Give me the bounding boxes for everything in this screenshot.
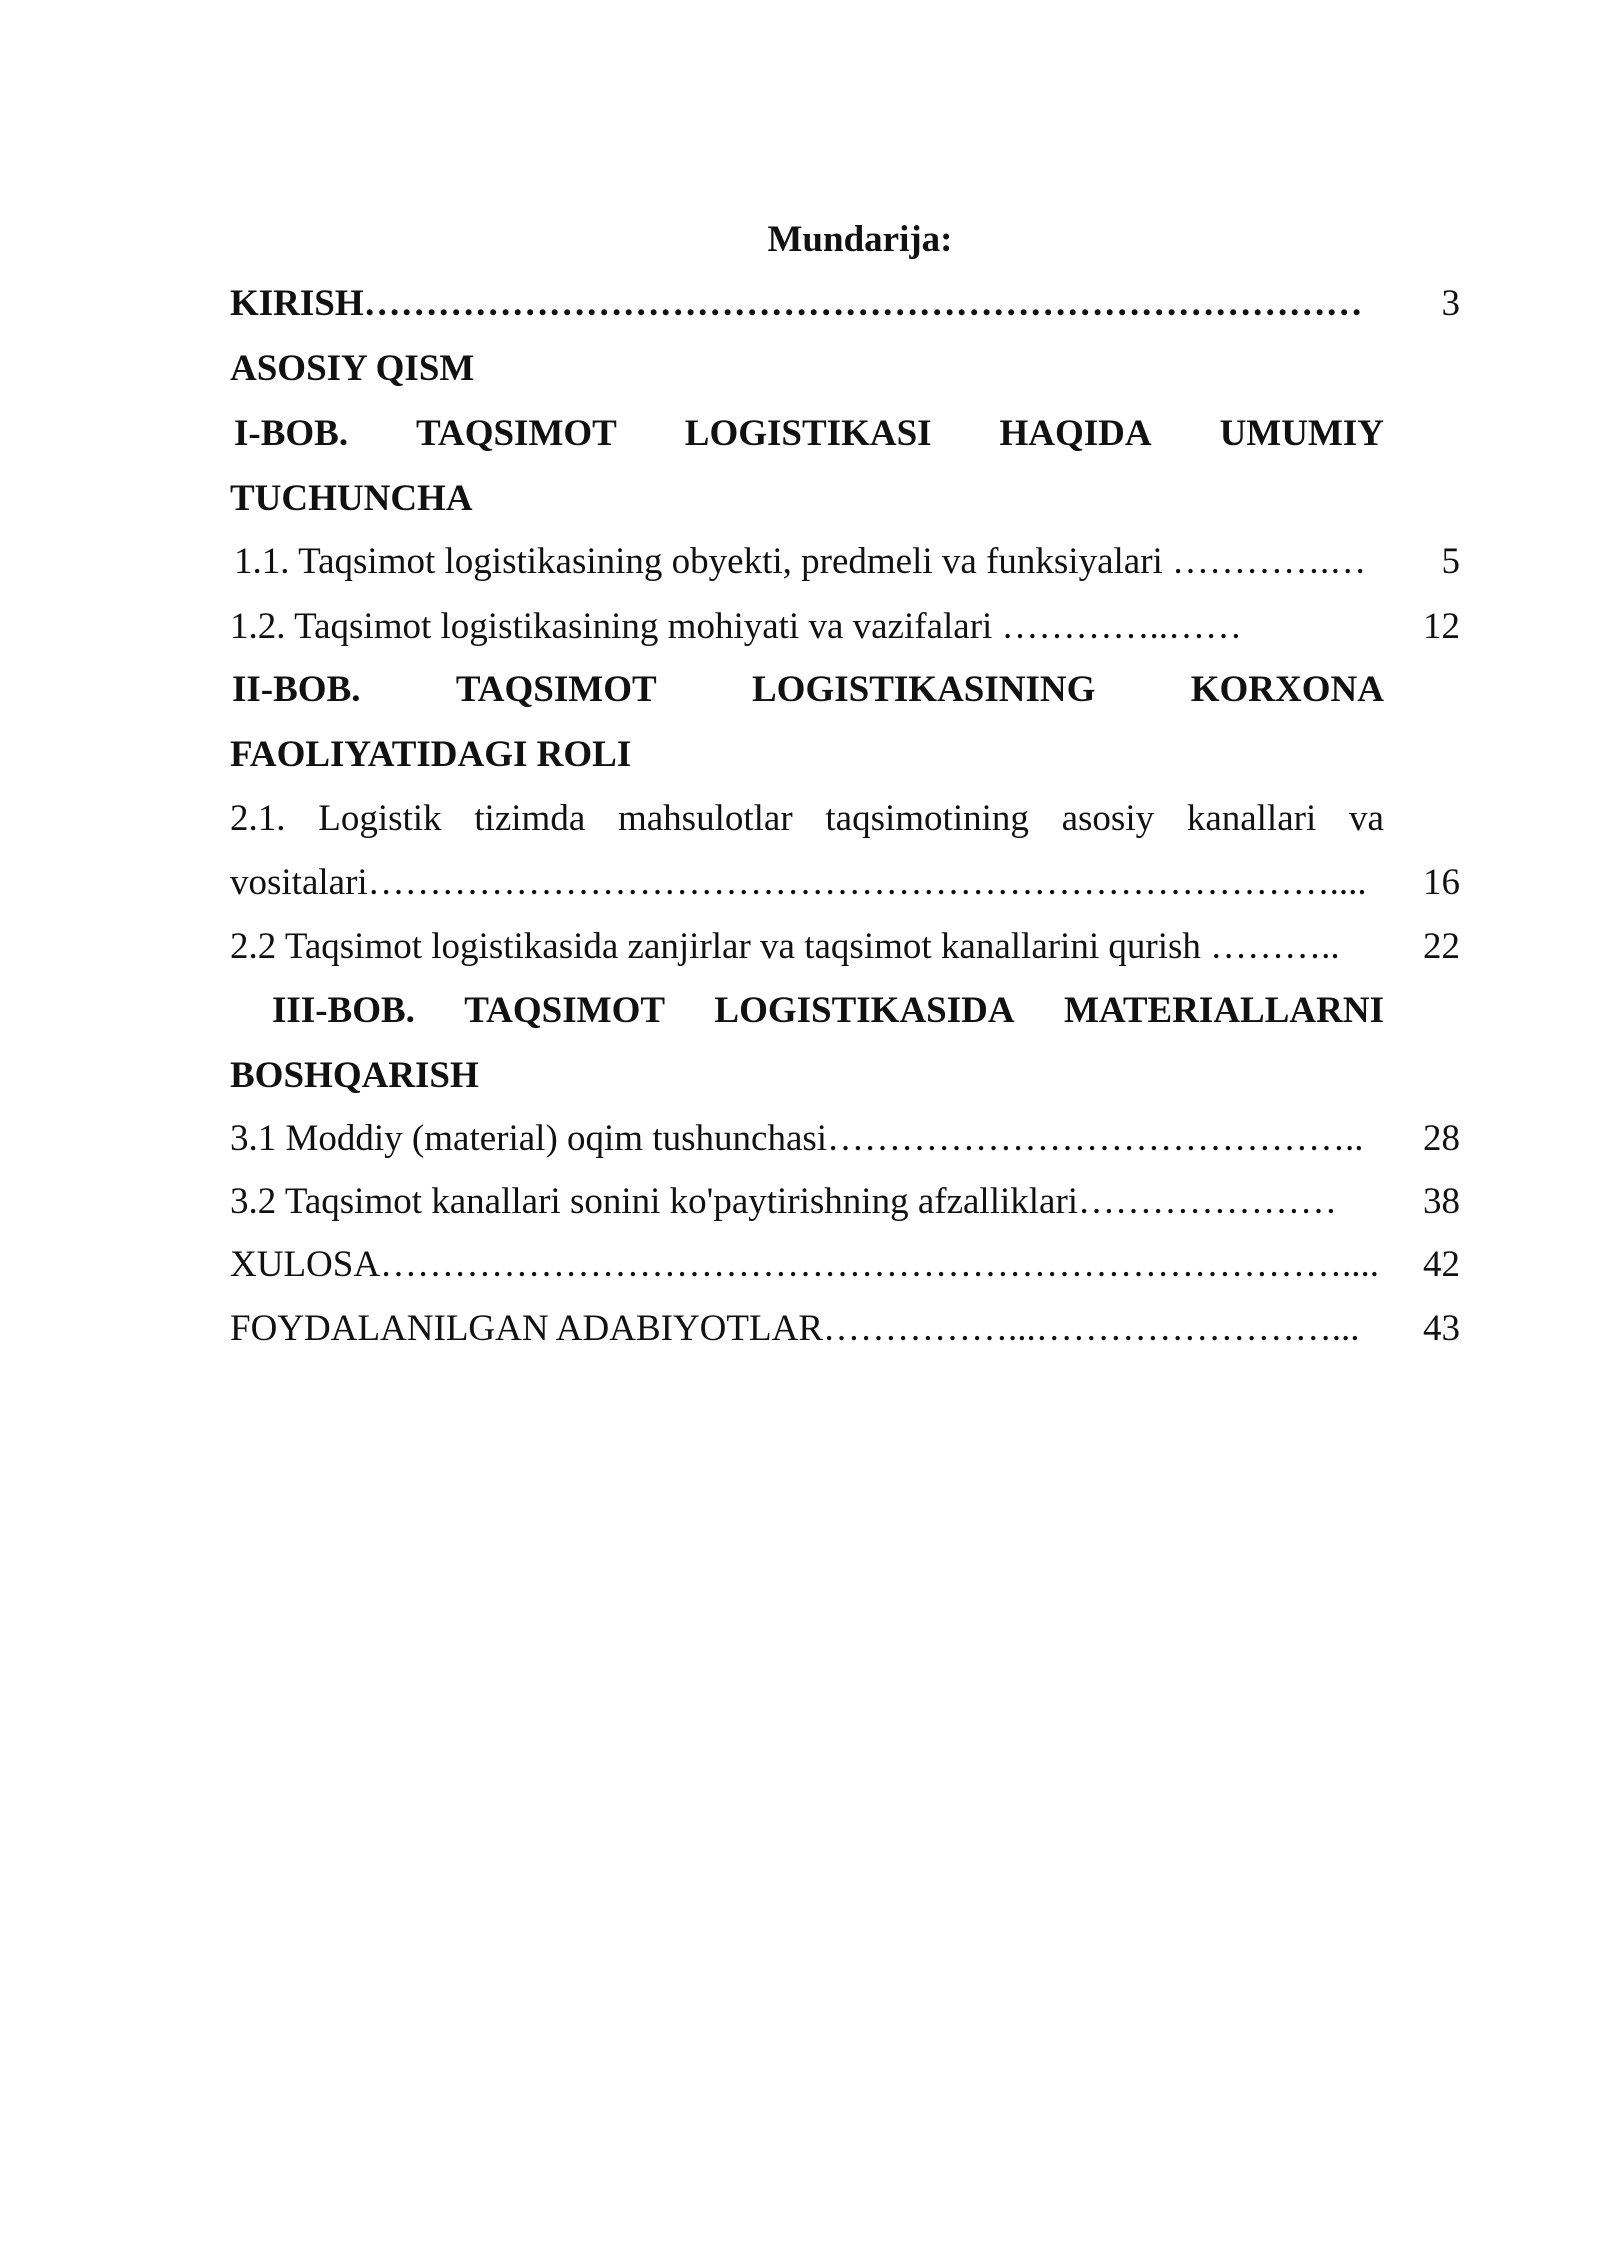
entry-word: va [1348, 798, 1384, 839]
toc-chapter-3 [272, 989, 1384, 1033]
toc-chapter-1-continuation: TUCHUNCHA [230, 478, 473, 519]
toc-page-number: 3 [1441, 283, 1460, 324]
toc-page-number: 5 [1441, 541, 1460, 582]
toc-entry-kirish [230, 282, 1390, 326]
chapter-word: TAQSIMOT [416, 413, 617, 454]
entry-word: tizimda [474, 798, 586, 839]
chapter-word: HAQIDA [999, 413, 1152, 454]
toc-chapter-1 [234, 412, 1384, 456]
chapter-word: LOGISTIKASIDA [714, 990, 1015, 1031]
toc-entry-2-2: 2.2 Taqsimot logistikasida zanjirlar va taqsimot kanallarini qurish ……….. [230, 926, 1340, 967]
entry-word: Logistik [318, 798, 442, 839]
toc-entry-1-1: 1.1. Taqsimot logistikasining obyekti, predmeli va funksiyalari ………….… [234, 541, 1367, 582]
toc-entry-3-1: 3.1 Moddiy (material) oqim tushunchasi…………………………………….. [230, 1118, 1364, 1159]
chapter-word: TAQSIMOT [464, 990, 666, 1031]
chapter-word: KORXONA [1190, 669, 1384, 710]
chapter-word: II-BOB. [232, 669, 361, 710]
toc-chapter-2-continuation: FAOLIYATIDAGI ROLI [230, 734, 632, 775]
toc-entry-3-2: 3.2 Taqsimot kanallari sonini ko'paytirishning afzalliklari………………… [230, 1181, 1338, 1222]
toc-entry-1-2: 1.2. Taqsimot logistikasining mohiyati va vazifalari …………..…… [230, 606, 1243, 647]
toc-page-number: 42 [1423, 1244, 1460, 1285]
chapter-word: III-BOB. [272, 990, 415, 1031]
toc-entry-xulosa: XULOSA…………………………………………………………………….... [230, 1244, 1380, 1285]
toc-entry-2-1 [230, 797, 1384, 841]
toc-page-number: 43 [1423, 1308, 1460, 1349]
entry-word: mahsulotlar [617, 798, 793, 839]
toc-entry-adabiyotlar: FOYDALANILGAN ADABIYOTLAR……………...……………………... [230, 1308, 1360, 1349]
page-title: Mundarija: [767, 219, 953, 260]
chapter-word: I-BOB. [234, 413, 349, 454]
entry-word: asosiy [1061, 798, 1155, 839]
entry-word: kanallari [1186, 798, 1317, 839]
toc-entry-2-1-continuation: vositalari…………………………………………………………………….... [230, 862, 1367, 903]
chapter-word: LOGISTIKASINING [752, 669, 1096, 710]
chapter-word: UMUMIY [1219, 413, 1384, 454]
chapter-word: LOGISTIKASI [684, 413, 932, 454]
toc-page-number: 28 [1423, 1118, 1460, 1159]
toc-entry-text: KIRISH……………………………………………………………………… [230, 283, 1363, 324]
toc-page-number: 16 [1423, 862, 1460, 903]
chapter-word: MATERIALLARNI [1063, 990, 1384, 1031]
chapter-word: TAQSIMOT [455, 669, 657, 710]
toc-page-number: 22 [1423, 926, 1460, 967]
entry-word: taqsimotining [825, 798, 1029, 839]
toc-heading-asosiy: ASOSIY QISM [230, 348, 475, 389]
toc-page-number: 12 [1423, 606, 1460, 647]
toc-chapter-3-continuation: BOSHQARISH [230, 1055, 479, 1096]
toc-page-number: 38 [1423, 1181, 1460, 1222]
entry-word: 2.1. [230, 798, 286, 839]
toc-chapter-2 [232, 668, 1384, 712]
